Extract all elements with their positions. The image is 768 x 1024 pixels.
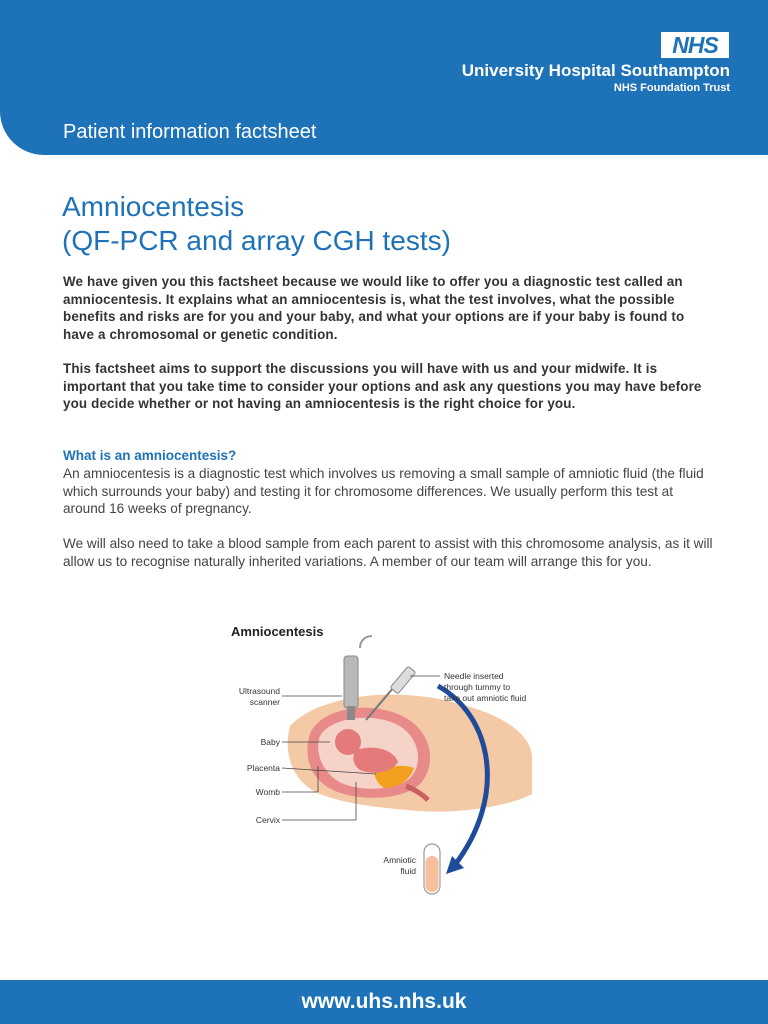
footer-banner xyxy=(0,980,768,1024)
label-baby: Baby xyxy=(260,737,280,747)
amniocentesis-diagram xyxy=(170,616,606,904)
title-line-2: (QF-PCR and array CGH tests) xyxy=(62,225,451,256)
footer-url[interactable]: www.uhs.nhs.uk xyxy=(301,990,467,1013)
organisation-trust: NHS Foundation Trust xyxy=(613,82,730,94)
label-ultrasound-1: Ultrasound xyxy=(238,686,280,696)
title-line-1: Amniocentesis xyxy=(62,191,245,222)
label-placenta: Placenta xyxy=(246,763,280,773)
diagram-title: Amniocentesis xyxy=(231,624,324,639)
label-womb: Womb xyxy=(255,787,280,797)
label-fluid-2: fluid xyxy=(400,866,416,876)
label-ultrasound-2: scanner xyxy=(249,697,280,707)
organisation-name: University Hospital Southampton xyxy=(461,61,730,80)
section-paragraph-1: An amniocentesis is a diagnostic test which involves us removing a small sample of amniotic fluid (the fluid which surrounds your baby) and testing it for chromosome differences. We usually perform this test at around 16 weeks of pregnancy. xyxy=(63,466,704,516)
intro-paragraph-2: This factsheet aims to support the discussions you will have with us and your midwife. It is important that you take time to consider your options and ask any questions you may have before you decide whether or not having an amniocentesis is the right choice for you. xyxy=(63,361,702,411)
label-cervix: Cervix xyxy=(255,815,280,825)
section-heading: What is an amniocentesis? xyxy=(63,448,237,463)
page-title xyxy=(62,190,451,258)
label-needle-1: Needle inserted xyxy=(444,671,504,681)
label-needle-2: through tummy to xyxy=(444,682,511,692)
header-banner xyxy=(0,0,768,155)
label-needle-3: take out amniotic fluid xyxy=(444,693,527,703)
ultrasound-scanner xyxy=(344,656,358,708)
nhs-logo: NHS xyxy=(661,32,729,58)
document-type: Patient information factsheet xyxy=(63,121,317,143)
label-fluid-1: Amniotic xyxy=(383,855,416,865)
intro-paragraph-1: We have given you this factsheet because we would like to offer you a diagnostic test called an amniocentesis. It explains what an amniocentesis is, what the test involves, what the possible benefits and risks are for you and your baby, and what your options are if your baby is found to have a chromosomal or genetic condition. xyxy=(63,274,685,342)
section-paragraph-2: We will also need to take a blood sample from each parent to assist with this chromosome analysis, as it will allow us to recognise naturally inherited variations. A member of our team will arrange this for you. xyxy=(63,536,713,569)
amniotic-fluid-sample xyxy=(426,856,439,892)
